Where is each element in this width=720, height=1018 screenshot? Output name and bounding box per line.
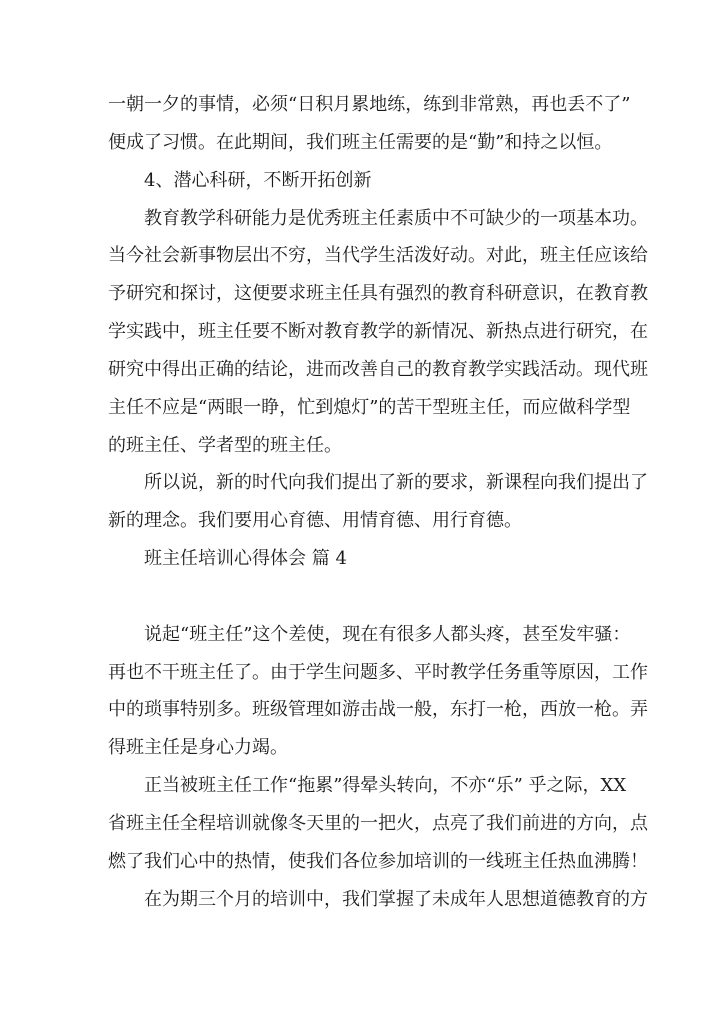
paragraph-line: 的班主任、学者型的班主任。 (108, 435, 342, 456)
paragraph-line: 学实践中，班主任要不断对教育教学的新情况、新热点进行研究，在 (108, 321, 648, 342)
paragraph-line: 得班主任是身心力竭。 (108, 737, 288, 758)
paragraph-line: 再也不干班主任了。由于学生问题多、平时教学任务重等原因，工作 (108, 662, 648, 683)
paragraph-line: 中的琐事特别多。班级管理如游击战一般，东打一枪，西放一枪。弄 (108, 699, 648, 720)
paragraph-line: 予研究和探讨，这便要求班主任具有强烈的教育科研意识，在教育教 (108, 283, 648, 304)
paragraph-line: 主任不应是“两眼一睁，忙到熄灯”的苦干型班主任，而应做科学型 (108, 397, 631, 418)
paragraph-line: 说起“班主任”这个差使，现在有很多人都头疼，甚至发牢骚： (144, 624, 631, 645)
paragraph-line: 正当被班主任工作“拖累”得晕头转向，不亦“乐” 乎之际，XX (144, 775, 627, 796)
article-section-title: 班主任培训心得体会 篇 4 (144, 548, 347, 569)
section-heading: 4、潜心科研，不断开拓创新 (144, 170, 372, 191)
paragraph-line: 教育教学科研能力是优秀班主任素质中不可缺少的一项基本功。 (144, 208, 648, 229)
paragraph-line: 一朝一夕的事情，必须“日积月累地练，练到非常熟，再也丢不了” (108, 94, 631, 115)
paragraph-line: 省班主任全程培训就像冬天里的一把火，点亮了我们前进的方向，点 (108, 813, 648, 834)
paragraph-line: 所以说，新的时代向我们提出了新的要求，新课程向我们提出了 (144, 472, 648, 493)
paragraph-line: 研究中得出正确的结论，进而改善自己的教育教学实践活动。现代班 (108, 359, 648, 380)
paragraph-line: 当今社会新事物层出不穷，当代学生活泼好动。对此，班主任应该给 (108, 245, 648, 266)
paragraph-line: 便成了习惯。在此期间，我们班主任需要的是“勤”和持之以恒。 (108, 132, 613, 153)
paragraph-line: 在为期三个月的培训中，我们掌握了未成年人思想道德教育的方 (144, 889, 648, 910)
paragraph-line: 燃了我们心中的热情，使我们各位参加培训的一线班主任热血沸腾！ (108, 851, 648, 872)
paragraph-line: 新的理念。我们要用心育德、用情育德、用行育德。 (108, 510, 522, 531)
